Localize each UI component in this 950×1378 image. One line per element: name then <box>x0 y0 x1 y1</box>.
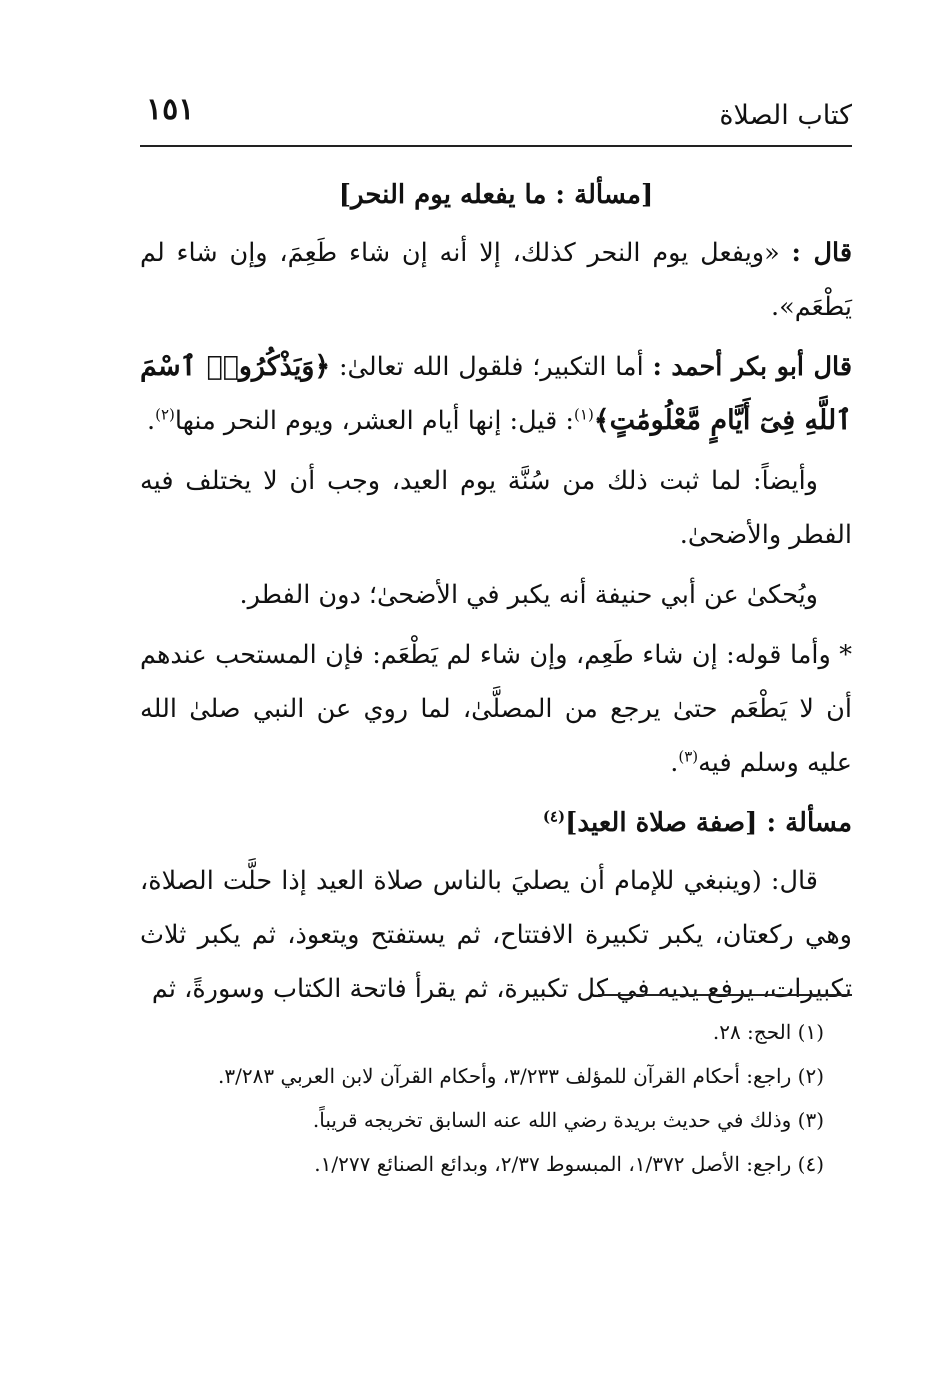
main-text <box>140 168 852 1022</box>
footnote-ref: (٢) <box>155 405 175 424</box>
heading-text: [صفة صلاة العيد] <box>565 808 758 838</box>
paragraph-text: «ويفعل يوم النحر كذلك، إلا أنه إن شاء طَعِمَ، وإن شاء لم يَطْعَم». <box>140 238 852 322</box>
running-title: كتاب الصلاة <box>719 100 852 131</box>
paragraph-6: قال: (وينبغي للإمام أن يصليَ بالناس صلاة العيد إذا حلَّت الصلاة، وهي ركعتان، يكبر تكبيرة الافتتاح، ثم يستفتح ويتعوذ، ثم يكبر ثلاث تكبيرات، يرفع يديه في كل تكبيرة، ثم يقرأ فاتحة الكتاب وسورةً، ثم <box>140 866 852 1004</box>
footnote-rule <box>598 994 852 996</box>
heading-label: مسألة : <box>766 808 852 838</box>
paragraph-5 <box>140 628 852 790</box>
paragraph-text: * وأما قوله: إن شاء طَعِم، وإن شاء لم يَطْعَم: فإن المستحب عندهم أن لا يَطْعَم حتىٰ يرجع من المصلَّىٰ، لما روي عن النبي صلىٰ الله عليه وسلم فيه <box>140 640 852 778</box>
footnote-ref: (١) <box>574 405 594 424</box>
paragraph-text: أما التكبير؛ فلقول الله تعالىٰ: <box>338 352 644 382</box>
speaker-label: قال : <box>791 238 853 268</box>
paragraph-text: : قيل: إنها أيام العشر، ويوم النحر منها <box>174 406 575 436</box>
footnote-3: (٣) وذلك في حديث بريدة رضي الله عنه السابق تخريجه قريباً. <box>312 1108 824 1132</box>
quran-verse: ﴿وَيَذْكُرُوا۟ ٱسْمَ ٱللَّهِ فِىٓ أَيَّامٍ مَّعْلُومَٰتٍ﴾ <box>140 351 852 436</box>
footnotes <box>140 1010 852 1186</box>
footnote-2: (٢) راجع: أحكام القرآن للمؤلف ٣/٢٣٣، وأحكام القرآن لابن العربي ٣/٢٨٣. <box>218 1064 824 1088</box>
section-heading-2 <box>140 796 852 850</box>
speaker-label: قال أبو بكر أحمد : <box>652 352 853 382</box>
paragraph-1 <box>140 226 852 334</box>
header-rule <box>140 145 852 147</box>
paragraph-end: . <box>147 406 156 436</box>
paragraph-end: . <box>670 748 679 778</box>
paragraph-2 <box>140 340 852 448</box>
footnote-ref: (٤) <box>542 807 566 826</box>
footnote-ref: (٣) <box>678 747 699 766</box>
paragraph-4: ويُحكىٰ عن أبي حنيفة أنه يكبر في الأضحىٰ؛ دون الفطر. <box>239 580 818 610</box>
footnote-1: (١) الحج: ٢٨. <box>712 1020 824 1044</box>
footnote-4: (٤) راجع: الأصل ١/٣٧٢، المبسوط ٢/٣٧، وبدائع الصنائع ١/٢٧٧. <box>314 1152 824 1176</box>
section-heading-1: [مسألة : ما يفعله يوم النحر] <box>338 180 654 210</box>
paragraph-3: وأيضاً: لما ثبت ذلك من سُنَّة يوم العيد، وجب أن لا يختلف فيه الفطر والأضحىٰ. <box>140 466 852 550</box>
page-header <box>140 92 852 142</box>
page-number: ١٥١ <box>146 92 195 127</box>
